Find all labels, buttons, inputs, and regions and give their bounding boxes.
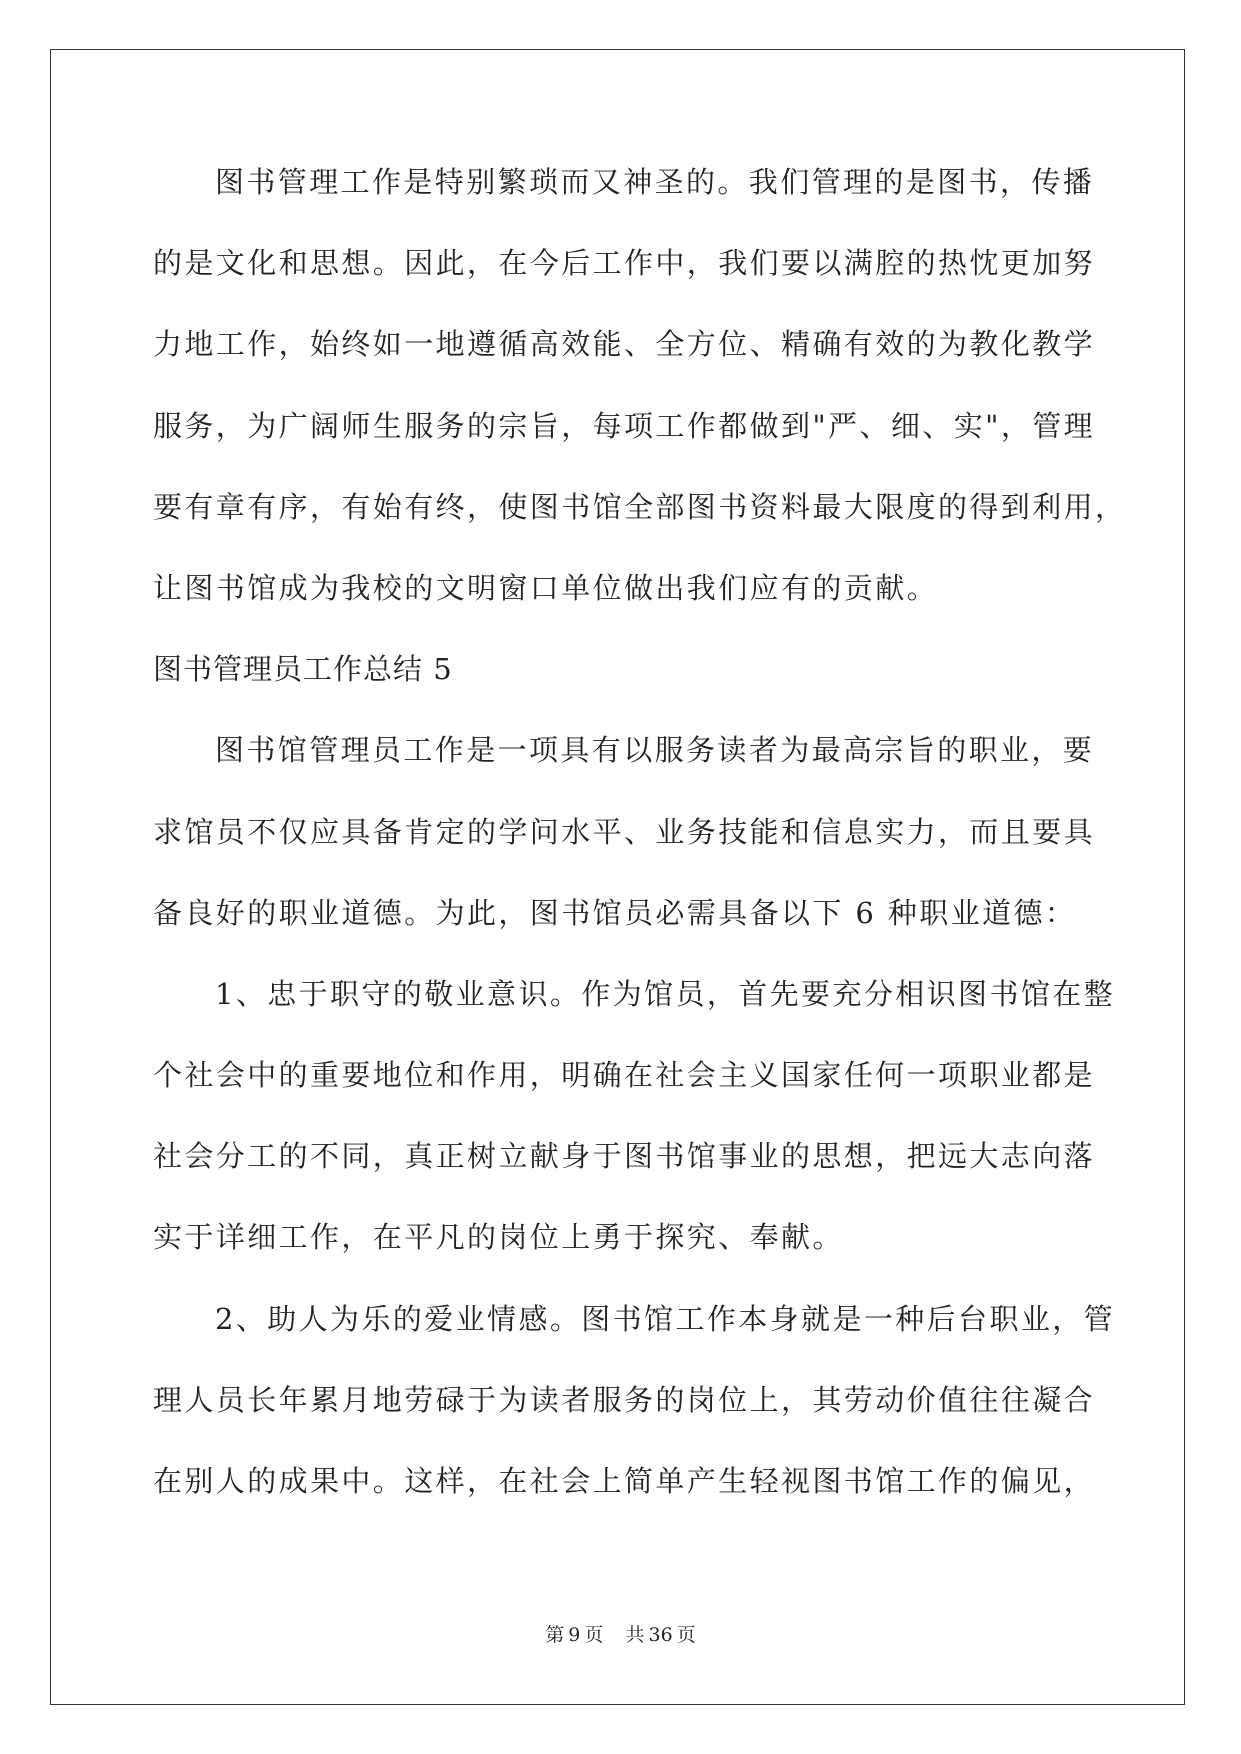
page-number: 9 (568, 1624, 581, 1646)
paragraph-line: 的是文化和思想。因此，在今后工作中，我们要以满腔的热忱更加努 (153, 246, 1096, 281)
paragraph-line: 力地工作，始终如一地遵循高效能、全方位、精确有效的为教化教学 (153, 327, 1096, 362)
paragraph-line: 备良好的职业道德。为此，图书馆员必需具备以下 6 种职业道德： (153, 895, 1077, 930)
paragraph-line: 求馆员不仅应具备肯定的学问水平、业务技能和信息实力，而且要具 (153, 814, 1096, 849)
paragraph-line: 图书馆管理员工作是一项具有以服务读者为最高宗旨的职业，要 (215, 733, 1095, 768)
total-pages: 36 (648, 1624, 673, 1646)
paragraph-line: 图书管理工作是特别繁琐而又神圣的。我们管理的是图书，传播 (215, 165, 1095, 199)
paragraph-line: 实于详细工作，在平凡的岗位上勇于探究、奉献。 (153, 1220, 844, 1255)
paragraph-line: 让图书馆成为我校的文明窗口单位做出我们应有的贡献。 (153, 570, 939, 605)
paragraph-line: 要有章有序，有始有终，使图书馆全部图书资料最大限度的得到利用， (153, 489, 1127, 524)
paragraph-line: 1、忠于职守的敬业意识。作为馆员，首先要充分相识图书馆在整 (215, 976, 1116, 1011)
section-heading: 图书管理员工作总结 5 (153, 652, 453, 687)
paragraph-line: 2、助人为乐的爱业情感。图书馆工作本身就是一种后台职业，管 (215, 1301, 1116, 1336)
paragraph-line: 社会分工的不同，真正树立献身于图书馆事业的思想，把远大志向落 (153, 1139, 1096, 1174)
paragraph-line: 理人员长年累月地劳碌于为读者服务的岗位上，其劳动价值往往凝合 (153, 1382, 1096, 1417)
total-suffix: 页 (676, 1624, 696, 1646)
paragraph-line: 服务，为广阔师生服务的宗旨，每项工作都做到"严、细、实"，管理 (153, 408, 1096, 443)
paragraph-line: 在别人的成果中。这样，在社会上简单产生轻视图书馆工作的偏见， (153, 1464, 1096, 1498)
paragraph-line: 个社会中的重要地位和作用，明确在社会主义国家任何一项职业都是 (153, 1058, 1096, 1093)
total-prefix: 共 (625, 1624, 645, 1646)
page-footer (0, 1620, 1241, 1647)
document-body (153, 160, 1127, 1540)
page-prefix: 第 (545, 1624, 565, 1646)
page-suffix: 页 (584, 1624, 604, 1646)
